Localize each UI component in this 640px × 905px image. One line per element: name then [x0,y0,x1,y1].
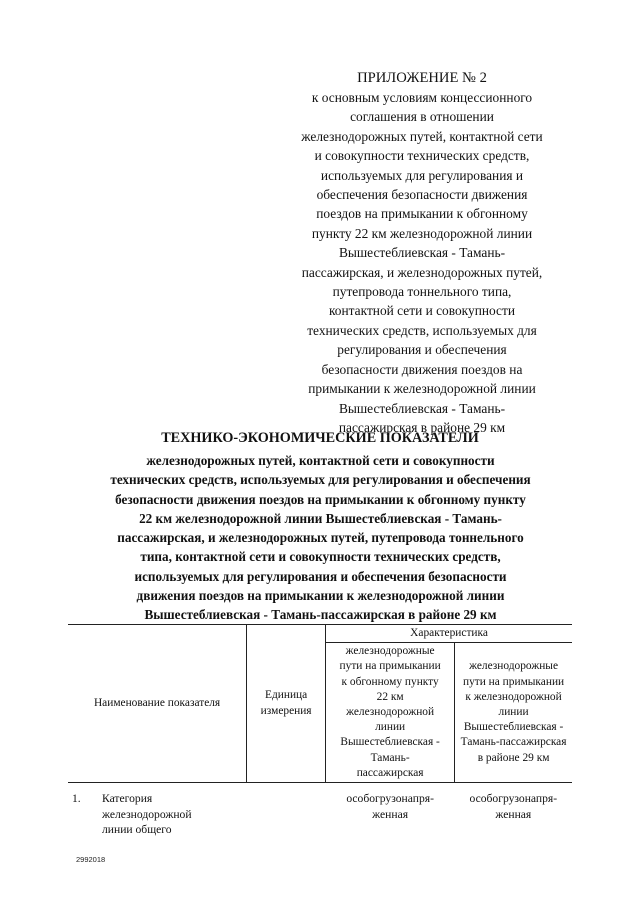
document-subtitle [48,451,593,625]
subtitle-line: типа, контактной сети и совокупности технических средств, [140,549,501,565]
header-col-a-line: пассажирская [356,766,424,779]
appendix-line: железнодорожных путей, контактной сети [301,128,543,144]
appendix-line: пассажирская в районе 29 км [338,419,506,435]
header-col-a-line: Тамань- [370,751,410,764]
header-col-b-line: к железнодорожной [465,690,562,703]
subtitle-line: технических средств, используемых для регулирования и обеспечения [110,472,531,488]
table-row [68,783,572,838]
appendix-line: пункту 22 км железнодорожной линии [311,225,533,241]
row-value-a-line: особогрузонапря- [346,792,434,806]
row-name-line: Категория [102,792,153,806]
row-value-b-line: особогрузонапря- [469,792,558,806]
header-col-a-line: к обгонному пункту [341,675,439,688]
document-title: ТЕХНИКО-ЭКОНОМИЧЕСКИЕ ПОКАЗАТЕЛИ [161,430,479,446]
indicators-table-container [68,624,572,838]
header-col-b-line: Вышестеблиевская - [463,721,564,734]
appendix-line: контактной сети и совокупности [328,303,516,319]
appendix-line: используемых для регулирования и [320,167,524,183]
subtitle-line: железнодорожных путей, контактной сети и совокупности [146,453,495,468]
header-col-b-line: пути на примыкании [462,675,565,688]
document-number: 2992018 [76,855,106,864]
row-value-a [326,783,455,838]
appendix-line: поездов на примыкании к обгонному [316,206,528,222]
appendix-line: Вышестеблиевская - Тамань- [338,400,506,416]
row-number: 1. [72,792,81,806]
header-col-b-line: Тамань-пассажирская [460,736,567,749]
appendix-block [272,68,572,437]
header-col-a-line: линии [375,721,406,734]
header-col-a-line: Вышестеблиевская - [340,736,440,749]
header-col-a [326,643,455,783]
row-indicator-name [94,783,247,838]
header-unit-line: измерения [260,704,312,717]
subtitle-line: пассажирская, и железнодорожных путей, путепровода тоннельного [117,530,524,546]
row-name-line: железнодорожной [102,807,192,821]
appendix-line: пассажирская, и железнодорожных путей, [301,264,543,280]
appendix-line: безопасности движения поездов на [321,361,523,377]
appendix-line: путепровода тоннельного типа, [332,284,512,300]
row-value-b-line: женная [495,807,532,821]
header-col-a-line: железнодорожной [346,706,435,719]
header-col-b-line: линии [498,706,529,719]
appendix-line: технических средств, используемых для [307,322,537,338]
header-unit-line: Единица [265,689,308,702]
row-unit [247,783,326,838]
appendix-line: регулирования и обеспечения [337,342,507,358]
subtitle-line: 22 км железнодорожной линии Вышестеблиевская - Тамань- [139,510,502,526]
subtitle-line: безопасности движения поездов на примыкании к обгонному пункту [115,491,526,507]
header-unit [247,625,326,783]
header-col-a-line: 22 км [376,690,404,703]
indicators-table [68,624,572,838]
row-value-a-line: женная [372,807,409,821]
header-indicator-name: Наименование показателя [68,625,247,783]
appendix-title: ПРИЛОЖЕНИЕ № 2 [357,70,487,86]
appendix-line: и совокупности технических средств, [314,148,530,164]
header-col-b [455,643,572,783]
appendix-line: соглашения в отношении [350,109,494,125]
header-col-b-line: в районе 29 км [477,751,550,764]
row-name-line: линии общего [102,823,172,837]
header-col-a-line: пути на примыкании [339,660,441,673]
header-col-a-line: железнодорожные [345,645,435,658]
table-header-row [68,625,572,643]
appendix-line: Вышестеблиевская - Тамань- [338,245,506,261]
appendix-line: примыкании к железнодорожной линии [308,381,536,397]
appendix-line: к основным условиям концессионного [311,90,533,105]
subtitle-line: движения поездов на примыкании к железнодорожной линии [136,588,505,604]
header-col-b-line: железнодорожные [469,660,558,673]
subtitle-line: Вышестеблиевская - Тамань-пассажирская в районе 29 км [144,607,497,623]
appendix-line: обеспечения безопасности движения [316,187,528,203]
subtitle-line: используемых для регулирования и обеспечения безопасности [134,568,507,584]
row-value-b [455,783,572,838]
header-characteristic: Характеристика [326,625,572,643]
